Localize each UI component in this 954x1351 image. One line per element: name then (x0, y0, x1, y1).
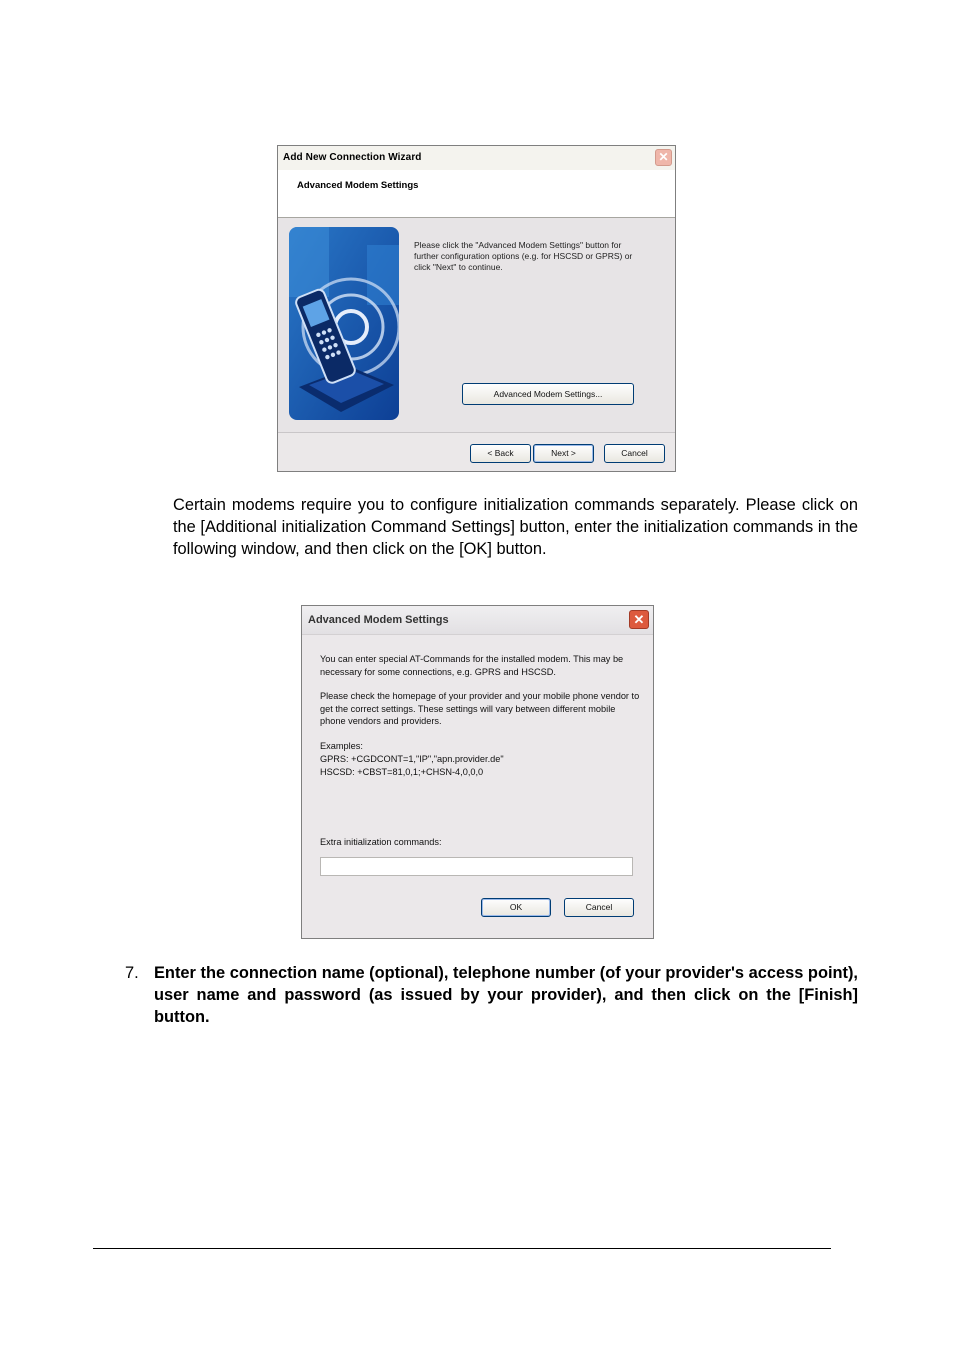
wizard-title: Add New Connection Wizard (283, 152, 422, 163)
example-hscsd: HSCSD: +CBST=81,0,1;+CHSN-4,0,0,0 (320, 767, 484, 777)
wizard-body (278, 218, 675, 432)
example-gprs: GPRS: +CGDCONT=1,"IP","apn.provider.de" (320, 754, 504, 764)
cancel-button[interactable]: Cancel (564, 898, 634, 917)
instruction-paragraph: Certain modems require you to configure initialization commands separately. Please click on the [Additional initialization Command Settings] button, enter the initialization commands in the following window, and then click on the [OK] button. (173, 496, 858, 558)
advanced-intro-text: You can enter special AT-Commands for the installed modem. This may be necessary for some connections, e.g. GPRS and HSCSD. (320, 654, 624, 677)
close-icon[interactable]: ✕ (629, 610, 649, 629)
advanced-title: Advanced Modem Settings (308, 614, 449, 626)
footer-rule (93, 1248, 831, 1249)
advanced-hint-text: Please check the homepage of your provider and your mobile phone vendor to get the correct settings. These settings will vary between different mobile phone vendors and providers. (320, 691, 640, 726)
advanced-modem-settings-dialog (301, 605, 654, 939)
wizard-header-title: Advanced Modem Settings (297, 180, 419, 191)
extra-init-commands-input[interactable] (320, 857, 633, 876)
wizard-title-bar (278, 146, 675, 171)
advanced-title-bar (302, 606, 653, 635)
ok-button[interactable]: OK (481, 898, 551, 917)
next-button[interactable]: Next > (533, 444, 594, 463)
close-icon[interactable]: ✕ (655, 149, 672, 166)
step-number: 7. (125, 964, 139, 982)
step-text: Enter the connection name (optional), telephone number (of your provider's access point), user name and password (as issued by your provider), and then click on the [Finish] button. (154, 964, 858, 1026)
cancel-button[interactable]: Cancel (604, 444, 665, 463)
advanced-modem-settings-button[interactable]: Advanced Modem Settings... (462, 383, 634, 405)
back-button[interactable]: < Back (470, 444, 531, 463)
extra-init-label: Extra initialization commands: (320, 837, 442, 847)
wizard-header (278, 170, 675, 218)
wizard-footer (278, 433, 675, 471)
add-connection-wizard-dialog (277, 145, 676, 472)
examples-label: Examples: (320, 741, 363, 751)
mobile-phone-illustration-icon (289, 227, 399, 420)
wizard-description: Please click the "Advanced Modem Settings" button for further configuration options (e.g. for HSCSD or GPRS) or click "Next" to continue. (414, 240, 633, 272)
